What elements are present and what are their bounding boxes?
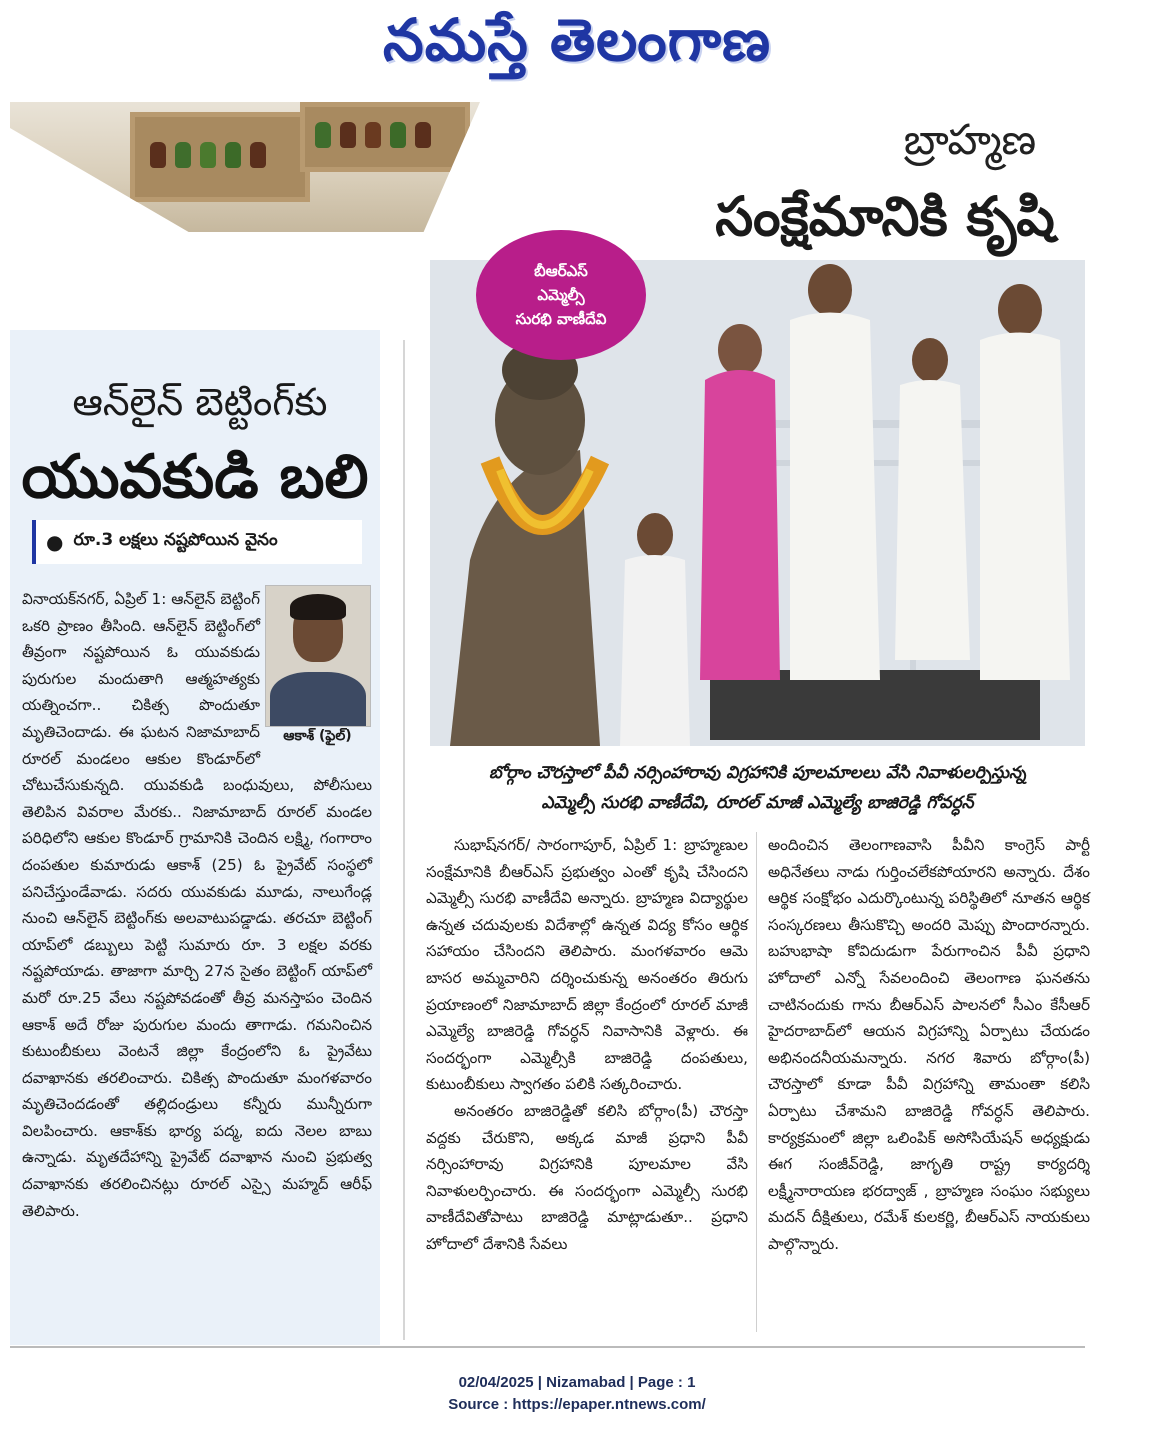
- caption-line1: బోర్గాం చౌరస్తాలో పీవీ నర్సింహారావు విగ్రహానికి పూలమాలలు వేసి నివాళులర్పిస్తున్న: [488, 763, 1027, 783]
- page-footer: [0, 1372, 1154, 1416]
- left-headline-line1: ఆన్‌లైన్ బెట్టింగ్‌కు: [72, 380, 328, 424]
- left-story-body: [22, 586, 372, 1224]
- article-paragraph: అందించిన తెలంగాణవాసి పీవీని కాంగ్రెస్ పార్టీ అధినేతలు నాడు గుర్తించలేకపోయారని అన్నారు. దేశం ఆర్థిక సంక్షోభం ఎదుర్కొంటున్న పరిస్థితిలో నూతన ఆర్థిక సంస్కరణలు తీసుకొచ్చి అందరి మెప్పు పొందారన్నారు. బహుభాషా కోవిదుడుగా పేరుగాంచిన పీవీ ప్రధాని హోదాలో ఎన్నో సేవలందించి తెలంగాణ ఘనతను చాటినందుకు గాను బీఆర్ఎస్ పాలనలో సీఎం కేసీఆర్ హైదరాబాద్‌లో ఆయన విగ్రహాన్ని ఏర్పాటు చేయడం అభినందనీయమన్నారు. నగర శివారు బోర్గాం(పీ) చౌరస్తాలో కూడా పీవీ విగ్రహాన్ని తామంతా కలిసి ఏర్పాటు చేశామని బాజిరెడ్డి గోవర్ధన్ తెలిపారు. కార్యక్రమంలో జిల్లా ఒలింపిక్ అసోసియేషన్ అధ్యక్షుడు ఈగ సంజీవ్‌రెడ్డి, జాగృతి రాష్ట్ర కార్యదర్శి లక్ష్మీనారాయణ భరద్వాజ్ , బ్రాహ్మణ సంఘం సభ్యులు మదన్ దీక్షితులు, రమేశ్ కులకర్ణి, బీఆర్ఎస్ నాయకులు పాల్గొన్నారు.: [768, 836, 1090, 1253]
- column-divider: [403, 340, 405, 1340]
- badge-line: బీఆర్ఎస్: [534, 262, 588, 280]
- footer-date-edition: 02/04/2025 | Nizamabad | Page : 1: [458, 1374, 696, 1391]
- photo-wrap-spacer: [260, 586, 372, 756]
- right-story-column-1: [426, 832, 748, 1258]
- right-headline-line1: బ్రాహ్మణ: [903, 115, 1037, 164]
- masthead: [0, 0, 1154, 92]
- newspaper-logo: నమస్తే తెలంగాణ: [383, 6, 771, 74]
- subheading-text: రూ.3 లక్షలు నష్టపోయిన వైనం: [73, 530, 278, 550]
- footer-source: Source : https://epaper.ntnews.com/: [448, 1396, 706, 1413]
- left-subheading: [32, 520, 362, 564]
- page-bottom-rule: [10, 1346, 1085, 1348]
- right-story-column-2: [768, 832, 1090, 1258]
- column-divider: [756, 832, 757, 1332]
- bullet-icon: ●: [46, 530, 64, 554]
- article-paragraph: సుభాష్‌నగర్/ సారంగాపూర్, ఏప్రిల్ 1: బ్రాహ్మణుల సంక్షేమానికి బీఆర్ఎస్ ప్రభుత్వం ఎంతో కృషి చేసిందని ఎమ్మెల్సీ సురభి వాణీదేవి అన్నారు. బ్రాహ్మణ విద్యార్థుల ఉన్నత చదువులకు విదేశాల్లో ఉన్నత విద్య కోసం ఆర్థిక సహాయం చేసిందని తెలిపారు. మంగళవారం ఆమె బాసర అమ్మవారిని దర్శించుకున్న అనంతరం తిరుగు ప్రయాణంలో నిజామాబాద్ జిల్లా కేంద్రంలో రూరల్ మాజీ ఎమ్మెల్యే బాజిరెడ్డి గోవర్ధన్ నివాసానికి వెళ్లారు. ఈ సందర్భంగా ఎమ్మెల్సీకి బాజిరెడ్డి దంపతులు, కుటుంబీకులు స్వాగతం పలికి సత్కరించారు.: [426, 836, 748, 1094]
- caption-line2: ఎమ్మెల్సీ సురభి వాణీదేవి, రూరల్ మాజీ ఎమ్మెల్యే బాజిరెడ్డి గోవర్ధన్: [541, 793, 974, 813]
- left-headline-line2: యువకుడి బలి: [21, 442, 369, 512]
- crates-photo: [10, 102, 480, 232]
- article-paragraph: అనంతరం బాజిరెడ్డితో కలిసి బోర్గాం(పీ) చౌరస్తా వద్దకు చేరుకొని, అక్కడ మాజీ ప్రధాని పీవీ నర్సింహారావు విగ్రహానికి పూలమాల వేసి నివాళులర్పించారు. ఈ సందర్భంగా ఎమ్మెల్సీ సురభి వాణీదేవితోపాటు బాజిరెడ్డి మాట్లాడుతూ.. ప్రధాని హోదాలో దేశానికి సేవలు: [426, 1101, 748, 1253]
- photo-caption: [430, 758, 1085, 818]
- badge-line: సురభి వాణీదేవి: [515, 310, 607, 328]
- article-paragraph: వినాయక్‌నగర్, ఏప్రిల్ 1: ఆన్‌లైన్ బెట్టింగ్ ఒకరి ప్రాణం తీసింది. ఆన్‌లైన్ బెట్టింగ్‌లో తీవ్రంగా నష్టపోయిన ఓ యువకుడు పురుగుల మందుతాగి ఆత్మహత్యకు యత్నించగా.. చికిత్స పొందుతూ మృతిచెందాడు. ఈ ఘటన నిజామాబాద్ రూరల్ మండలం ఆకుల కొండూర్‌లో చోటుచేసుకున్నది. యువకుడి బంధువులు, పోలీసులు తెలిపిన వివరాల మేరకు.. నిజామాబాద్ రూరల్ మండల పరిధిలోని ఆకుల కొండూర్ గ్రామానికి చెందిన లక్ష్మి, గంగారాం దంపతుల కుమారుడు ఆకాశ్ (25) ఓ ప్రైవేట్ సంస్థలో పనిచేస్తుండేవాడు. సదరు యువకుడు మూడు, నాలుగేండ్ల నుంచి ఆన్‌లైన్ బెట్టింగ్‌కు అలవాటుపడ్డాడు. తరచూ బెట్టింగ్ యాప్‌లో డబ్బులు పెట్టి సుమారు రూ. 3 లక్షల వరకు నష్టపోయాడు. తాజాగా మార్చి 27న సైతం బెట్టింగ్ యాప్‌లో మరో రూ.25 వేలు నష్టపోవడంతో తీవ్ర మనస్తాపం చెందిన ఆకాశ్ అదే రోజు పురుగుల మందు తాగాడు. గమనించిన కుటుంబీకులు వెంటనే జిల్లా కేంద్రంలోని ఓ ప్రైవేటు దవాఖానకు తరలించారు. చికిత్స పొందుతూ మంగళవారం మృతిచెందడంతో తల్లిదండ్రులు కన్నీరు మున్నీరుగా విలపించారు. ఆకాశ్‌కు భార్య పద్మ, ఐదు నెలల బాబు ఉన్నాడు. మృతదేహాన్ని ప్రైవేట్ దవాఖాన నుంచి ప్రభుత్వ దవాఖానకు తరలించినట్లు రూరల్ ఎస్సై మహ్మద్ ఆరీఫ్ తెలిపారు.: [22, 590, 372, 1220]
- right-headline-line2: సంక్షేమానికి కృషి: [715, 185, 1055, 248]
- badge-circle: [476, 230, 646, 360]
- badge-line: ఎమ్మెల్సీ: [537, 286, 585, 304]
- victim-photo-caption: ఆకాశ్ (ఫైల్): [283, 728, 352, 744]
